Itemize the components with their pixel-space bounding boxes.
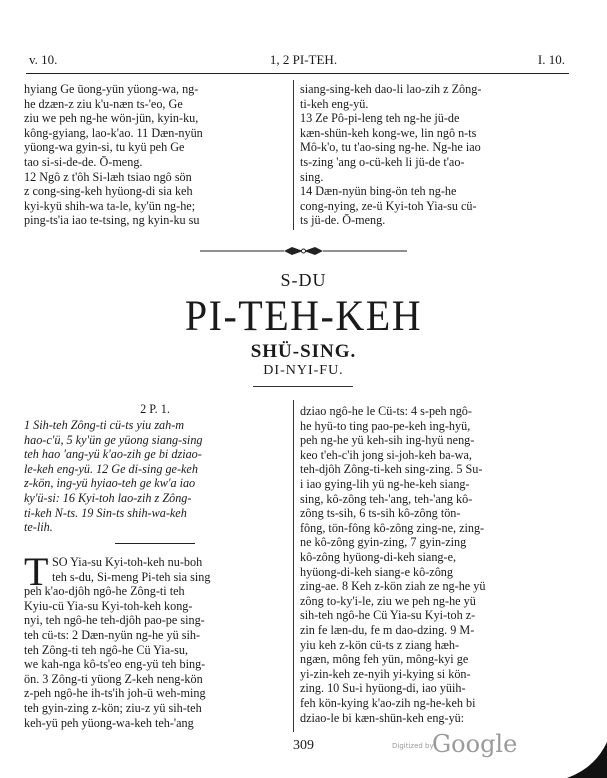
body-line: zing. 10 Su-i hyüong-di, iao yüih-: [300, 681, 466, 696]
body-line: hyüong-di-keh siang-e kô-zông: [300, 564, 453, 579]
text-line: 14 Dæn-nyün bing-ön teh ng-he: [300, 184, 457, 199]
chapter-label: DI-NYI-FU.: [263, 363, 344, 378]
text-line: Mô-k'o, tu t'ao-sing ng-he. Ng-he iao: [300, 140, 481, 155]
text-line: cong-nying, ze-ü Kyi-toh Yia-su cü-: [300, 198, 477, 213]
body-line: zông to-ky'i-le, ziu we peh ng-he yü: [300, 593, 476, 608]
text-line: tao si-si-de-de. Ō-meng.: [24, 155, 143, 169]
text-line: sing.: [300, 169, 324, 184]
running-header-center: 1, 2 PI-TEH.: [269, 52, 338, 67]
summary-line: le-keh eng-yü. 12 Ge di-sing ge-keh: [24, 461, 198, 476]
text-line: yüong-wa gyin-si, tu kyü peh Ge: [24, 140, 185, 155]
body-line: kô-zông hyüong-di-keh siang-e,: [300, 550, 457, 564]
body-line: keo t'eh-c'ih jong si-joh-keh ba-wa,: [300, 447, 472, 462]
body-line: ne kô-zông gyin-zing, 7 gyin-zing: [300, 535, 467, 550]
watermark-small-text: Digitized by: [392, 742, 434, 750]
summary-line: 1 Sih-teh Zông-ti cü-ts yiu zah-m: [24, 418, 185, 432]
body-line: zing-ae. 8 Keh z-kön ziah ze ng-he yü: [300, 579, 486, 594]
body-line: ön. 3 Zông-ti yüong Z-keh neng-kön: [24, 671, 203, 686]
ornament-divider: [0, 244, 607, 258]
body-line: teh gyin-zing z-kön; ziu-z yü sih-teh: [24, 701, 202, 715]
body-line: SO Yia-su Kyi-toh-keh nu-boh: [52, 555, 203, 569]
header-rule: [26, 73, 569, 74]
column-divider: [293, 400, 294, 732]
text-line: hyiang Ge ūong-yün yüong-wa, ng-: [24, 82, 199, 96]
body-line: teh Zông-ti teh ngô-he Cü Yia-su,: [24, 642, 189, 657]
summary-line: z-kön, ing-yü hyiao-teh ge kw'a iao: [24, 476, 196, 491]
text-line: ts jü-de. Ō-meng.: [300, 213, 386, 228]
body-line: teh s-du, Si-meng Pi-teh sia sing: [52, 569, 211, 584]
body-line: yiu keh z-kön cü-ts z ziang hæh-: [300, 637, 460, 652]
column-divider: [293, 80, 294, 230]
text-line: he dzæn-z ziu k'u-næn ts-'eo, Ge: [24, 96, 183, 111]
text-line: 12 Ngô z t'ôh Si-læh tsiao ngô sön: [24, 169, 192, 184]
title-rule: [253, 386, 353, 387]
text-line: kæn-shün-keh kong-we, lin ngô n-ts: [300, 125, 477, 140]
digitized-watermark: [392, 730, 518, 760]
text-line: 13 Ze Pô-pi-leng teh ng-he jü-de: [300, 111, 460, 126]
text-line: ti-keh eng-yü.: [300, 96, 369, 111]
body-line: dziao ngô-he le Cü-ts: 4 s-peh ngô-: [300, 404, 472, 418]
body-line: yi-zin-keh ze-nyih yi-kying si kön-: [300, 666, 471, 681]
body-line: feh kön-kying k'ao-zih ng-he-keh bi: [300, 696, 476, 710]
body-line: fông, tön-fông kô-zông zing-ne, zing-: [300, 520, 485, 535]
watermark-logo-text: Google: [432, 730, 518, 758]
summary-rule: [115, 543, 195, 544]
text-line: z cong-sing-keh hyüong-di sia keh: [24, 184, 193, 199]
book-title-ordinal: S-DU: [280, 270, 327, 290]
body-line: peh ng-he yü keh-sih ing-hyü neng-: [300, 433, 475, 448]
body-line: nyi, teh ngô-he teh-djôh pao-pe sing-: [24, 613, 205, 628]
body-line: he hyü-to ting pao-pe-keh ing-hyü,: [300, 418, 471, 433]
drop-cap: T: [24, 549, 49, 594]
text-line: ts-zing 'ang o-cü-keh li jü-de t'ao-: [300, 155, 465, 169]
text-line: ziu we peh ng-he wön-jün, kyin-ku,: [24, 111, 199, 126]
book-title: PI-TEH-KEH: [184, 291, 423, 340]
text-line: kyi-kyü shih-wa ta-le, ky'ün ng-he;: [24, 198, 196, 213]
summary-line: teh hao 'ang-yü k'ao-zih ge bi dziao-: [24, 447, 202, 462]
body-line: Kyiu-cü Yia-su Kyi-toh-keh kong-: [24, 598, 193, 613]
summary-line: hao-c'ü, 5 ky'ün ge yüong siang-sing: [24, 432, 203, 447]
running-header-right: I. 10.: [537, 52, 565, 67]
body-line: teh cü-ts: 2 Dæn-nyün ng-he yü sih-: [24, 628, 201, 642]
body-line: ngæn, mông feh yün, mông-kyi ge: [300, 652, 469, 667]
summary-line: ti-keh N-ts. 19 Sin-ts shih-wa-keh: [24, 505, 187, 520]
text-line: siang-sing-keh dao-li lao-zih z Zông-: [300, 82, 482, 96]
summary-line: te-lih.: [24, 520, 53, 535]
body-line: zông ts-sih, 6 ts-sih kô-zông tön-: [300, 506, 461, 521]
running-header-left: v. 10.: [29, 52, 58, 67]
section-heading: 2 P. 1.: [140, 402, 170, 416]
body-line: i iao gying-lih yü ng-he-keh siang-: [300, 477, 470, 491]
body-line: sing, kô-zông teh-'ang, teh-'ang kô-: [300, 491, 473, 506]
body-line: sih-teh ngô-he Cü Yia-su Kyi-toh z-: [300, 608, 476, 623]
summary-line: ky'ü-si: 16 Kyi-toh lao-zih z Zông-: [24, 491, 192, 505]
page-number: 309: [293, 738, 314, 753]
body-line: peh k'ao-djôh ngô-he Zông-ti teh: [24, 584, 185, 599]
body-line: keh-yü peh yüong-wa-keh teh-'ang: [24, 715, 194, 730]
body-line: we kah-nga kô-ts'eo eng-yü teh bing-: [24, 657, 206, 672]
text-line: kông-gyiang, lao-k'ao. 11 Dæn-nyün: [24, 125, 203, 140]
text-line: ping-ts'ia iao te-tsing, ng kyin-ku su: [24, 213, 200, 228]
page-curl-shadow: [567, 742, 607, 778]
body-line: dziao-le bi kæn-shün-keh eng-yü:: [300, 710, 465, 725]
book-subtitle: SHÜ-SING.: [250, 341, 357, 362]
body-line: zin fe læn-du, fe m dao-dzing. 9 M-: [300, 623, 475, 637]
body-line: z-peh ngô-he ih-ts'ih joh-ü weh-ming: [24, 686, 206, 701]
body-line: teh-djôh Zông-ti-keh sing-zing. 5 Su-: [300, 462, 483, 477]
